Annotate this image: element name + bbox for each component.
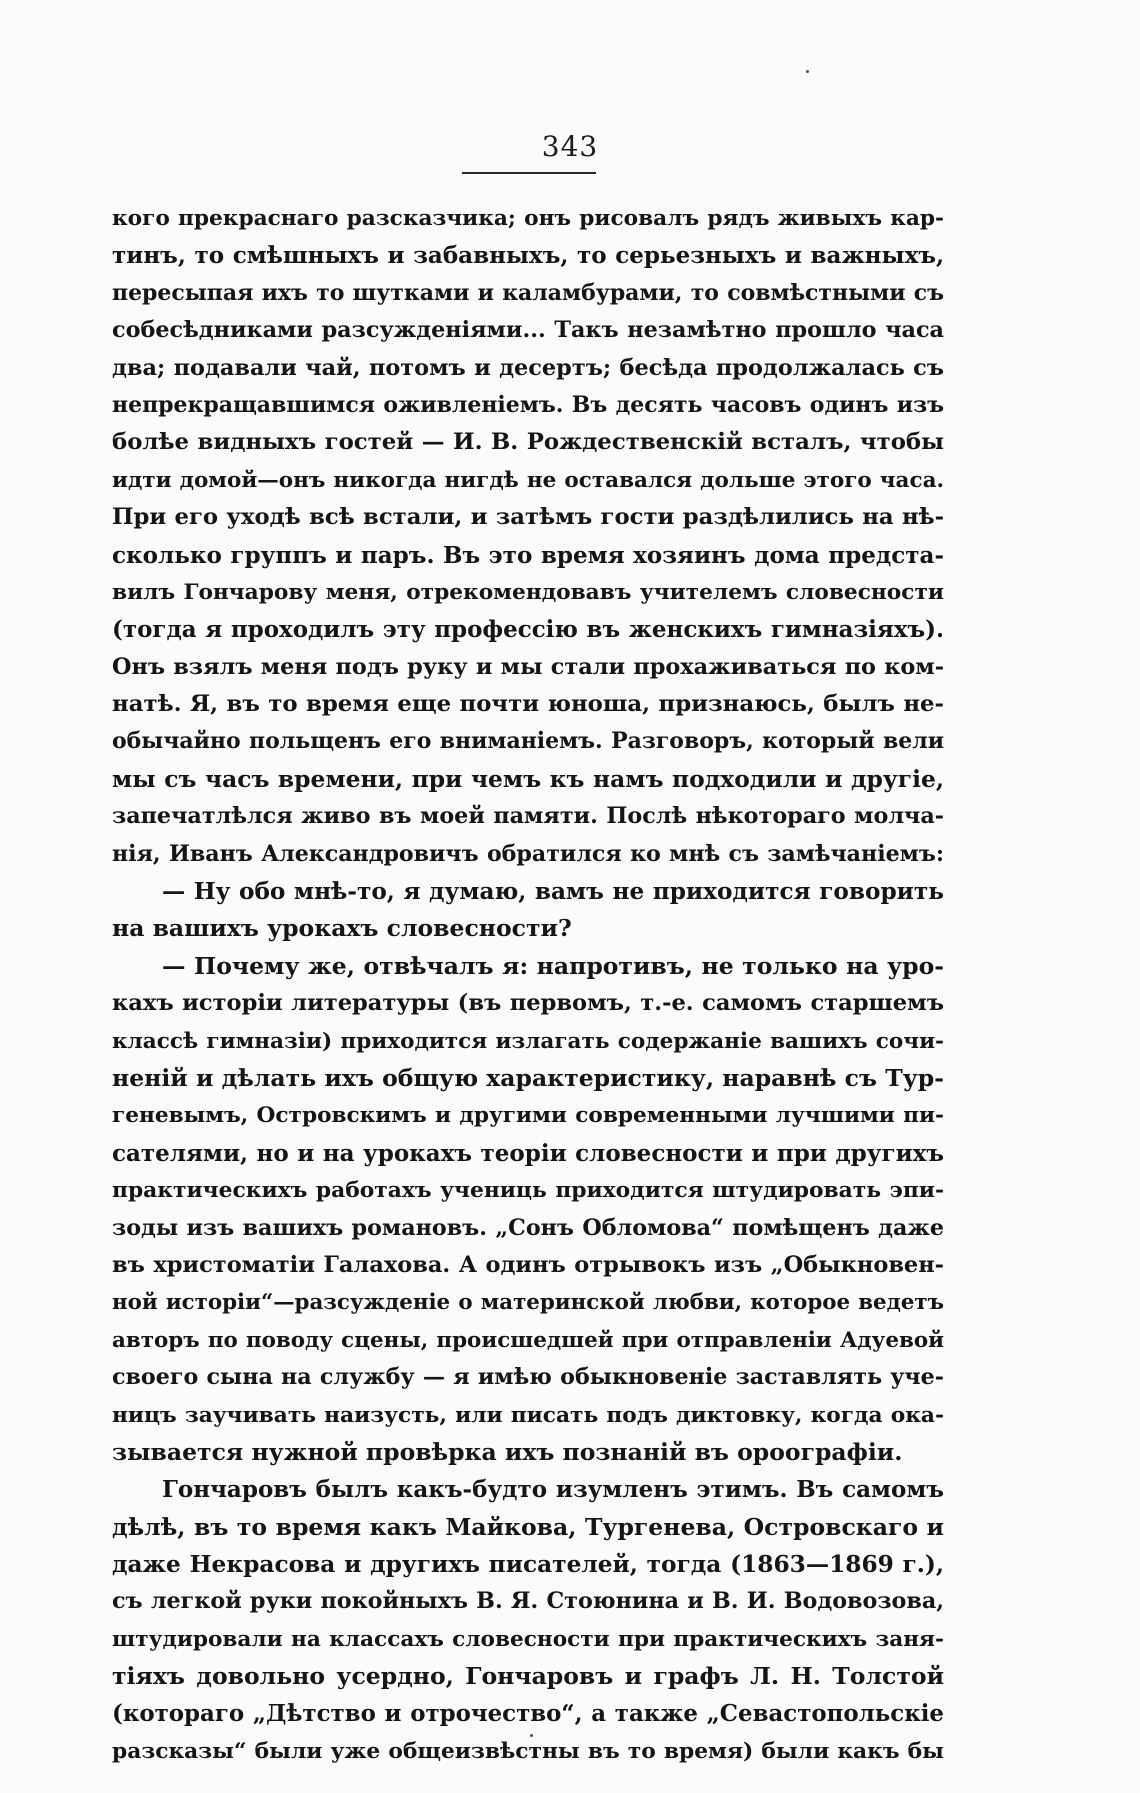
text-line: зывается нужной провѣрка ихъ познаній въ ороографіи. xyxy=(112,1437,903,1466)
text-line: тіяхъ довольно усердно, Гончаровъ и графъ Л. Н. Толстой xyxy=(112,1662,944,1691)
text-line: даже Некрасова и другихъ писателей, тогда (1863—1869 г.), xyxy=(112,1551,944,1579)
text-line: — Почему же, отвѣчалъ я: напротивъ, не только на уро- xyxy=(162,951,944,980)
text-line: вилъ Гончарову меня, отрекомендовавъ учителемъ словесности xyxy=(112,579,944,605)
text-line: два; подавали чай, потомъ и десертъ; бесѣда продолжалась съ xyxy=(112,354,944,381)
text-line: ницъ заучивать наизусть, или писать подъ диктовку, когда ока- xyxy=(112,1402,944,1428)
text-line: штудировали на классахъ словесности при практическихъ заня- xyxy=(112,1626,944,1652)
text-line: натѣ. Я, въ то время еще почти юноша, признаюсь, былъ не- xyxy=(112,691,944,718)
text-line: (тогда я проходилъ эту профессію въ женскихъ гимназіяхъ). xyxy=(112,616,944,644)
text-line: своего сына на службу — я имѣю обыкновеніе заставлять уче- xyxy=(112,1364,944,1391)
text-line: обычайно польщенъ его вниманіемъ. Разговоръ, который вели xyxy=(112,728,944,755)
text-line: въ христоматіи Галахова. А одинъ отрывокъ изъ „Обыкновен- xyxy=(112,1251,944,1278)
text-line: мы съ часъ времени, при чемъ къ намъ подходили и другіе, xyxy=(112,764,944,793)
text-line: При его уходѣ всѣ встали, и затѣмъ гости раздѣлились на нѣ- xyxy=(112,504,944,531)
text-line: Онъ взялъ меня подъ руку и мы стали прохаживаться по ком- xyxy=(112,653,944,680)
page-number-rule xyxy=(462,172,596,174)
text-line: кахъ исторіи литературы (въ первомъ, т.-е. самомъ старшемъ xyxy=(112,990,944,1017)
text-line: кого прекраснаго разсказчика; онъ рисовалъ рядъ живыхъ кар- xyxy=(112,206,944,231)
text-line: сколько группъ и паръ. Въ это время хозяинъ дома предста- xyxy=(112,541,944,569)
paper-speck xyxy=(806,70,809,73)
text-line: болѣе видныхъ гостей — И. В. Рождественскій всталъ, чтобы xyxy=(112,429,944,456)
text-line: геневымъ, Островскимъ и другими современными лучшими пи- xyxy=(112,1103,944,1129)
body-text xyxy=(112,200,944,1770)
text-line: запечатлѣлся живо въ моей памяти. Послѣ нѣкотораго молча- xyxy=(112,803,944,830)
text-line: идти домой—онъ никогда нигдѣ не оставался дольше этого часа. xyxy=(112,467,944,493)
text-line: непрекращавшимся оживленіемъ. Въ десять часовъ одинъ изъ xyxy=(112,391,944,418)
text-line: тинъ, то смѣшныхъ и забавныхъ, то серьезныхъ и важныхъ, xyxy=(112,242,944,270)
text-line: (котораго „Дѣтство и отрочество“, а также „Севастопольскіе xyxy=(112,1700,944,1727)
text-line: неній и дѣлать ихъ общую характеристику, наравнѣ съ Тур- xyxy=(112,1063,944,1092)
page-number: 343 xyxy=(541,130,599,163)
text-line: ной исторіи“—разсужденіе о материнской любви, которое ведетъ xyxy=(112,1290,944,1316)
text-line: практическихъ работахъ учениць приходится штудировать эпи- xyxy=(112,1178,944,1204)
text-line: классѣ гимназіи) приходится излагать содержаніе вашихъ сочи- xyxy=(112,1028,944,1054)
text-line: Гончаровъ былъ какъ-будто изумленъ этимъ. Въ самомъ xyxy=(162,1476,944,1504)
text-line: авторъ по поводу сцены, происшедшей при отправленіи Адуевой xyxy=(112,1327,944,1353)
text-line: дѣлѣ, въ то время какъ Майкова, Тургенева, Островскаго и xyxy=(112,1512,944,1541)
text-line: съ легкой руки покойныхъ В. Я. Стоюнина и В. И. Водовозова, xyxy=(112,1588,944,1615)
text-line: собесѣдниками разсужденіями... Такъ незамѣтно прошло часа xyxy=(112,317,944,344)
text-line: разсказы“ были уже общеизвѣстны въ то время) были какъ бы xyxy=(112,1739,944,1765)
text-line: сателями, но и на урокахъ теоріи словесности и при другихъ xyxy=(112,1139,944,1167)
text-line: нія, Иванъ Александровичъ обратился ко мнѣ съ замѣчаніемъ: xyxy=(112,840,944,867)
paper-speck xyxy=(530,1734,533,1737)
text-line: — Ну обо мнѣ-то, я думаю, вамъ не приходится говорить xyxy=(162,878,944,906)
text-line: пересыпая ихъ то шутками и каламбурами, то совмѣстными съ xyxy=(112,279,944,306)
text-line: на вашихъ урокахъ словесности? xyxy=(112,914,572,943)
text-line: зоды изъ вашихъ романовъ. „Сонъ Обломова“ помѣщенъ даже xyxy=(112,1214,944,1241)
